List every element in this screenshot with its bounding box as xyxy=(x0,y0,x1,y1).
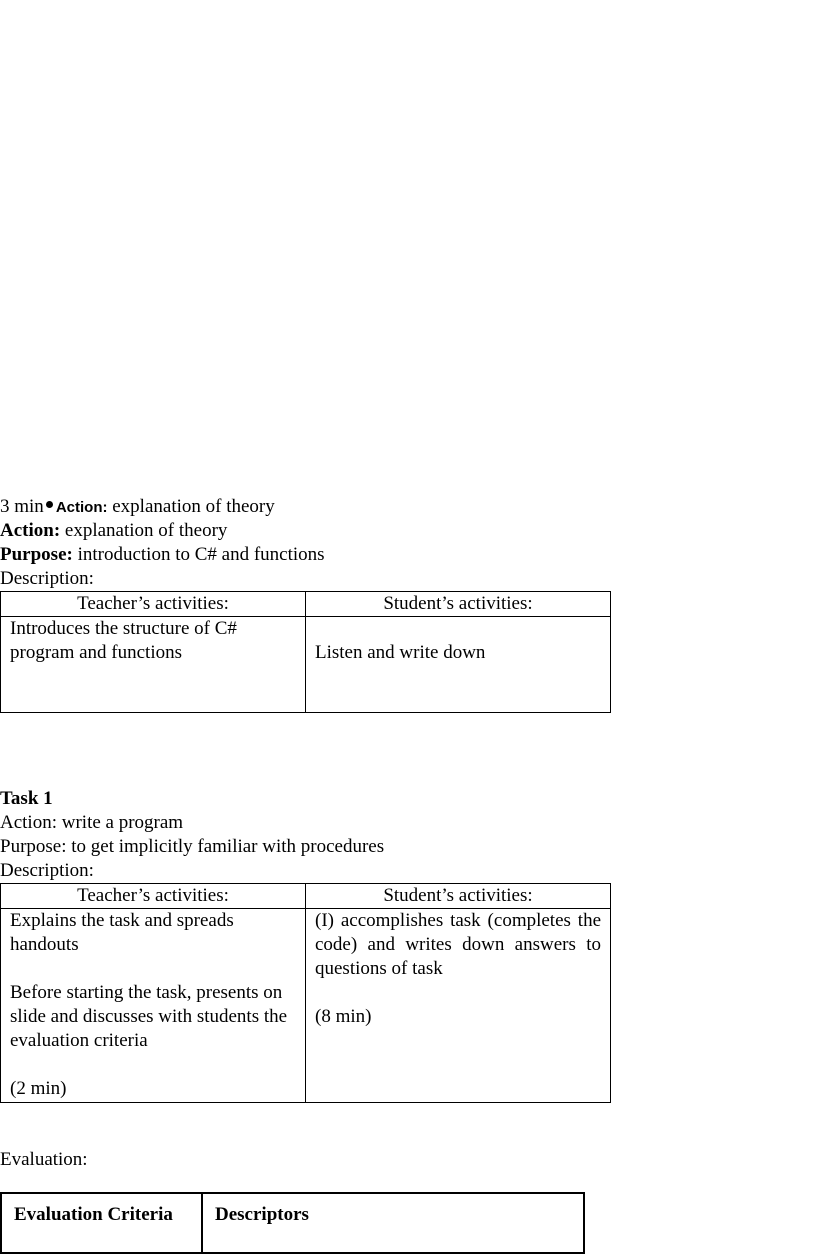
task1-activities-table xyxy=(0,883,611,1103)
task1-action: Action: write a program xyxy=(0,812,184,833)
intro-teacher-cell xyxy=(1,617,306,713)
intro-action-text: explanation of theory xyxy=(60,520,228,541)
intro-action-text-small: explanation of theory xyxy=(107,496,275,517)
intro-teacher-line1: Introduces the structure of C# xyxy=(10,618,237,639)
intro-student-cell xyxy=(306,617,611,713)
task1-student-p1: (I) accomplishes task (completes the code) and writes down answers to questions of task xyxy=(315,910,601,979)
task1-teacher-p2: Before starting the task, presents on slide and discusses with students the evaluation criteria xyxy=(10,982,288,1051)
task1-student-time: (8 min) xyxy=(315,1006,372,1027)
intro-time: 3 min xyxy=(0,496,44,517)
task1-student-header: Student’s activities: xyxy=(306,884,611,909)
intro-activities-table xyxy=(0,591,611,713)
intro-heading-line xyxy=(0,495,275,520)
task1-description-label: Description: xyxy=(0,860,94,881)
intro-teacher-line2: program and functions xyxy=(10,642,183,663)
intro-purpose-line xyxy=(0,543,325,567)
intro-action-label: Action: xyxy=(0,520,61,541)
intro-description-label: Description: xyxy=(0,568,94,589)
task1-purpose: Purpose: to get implicitly familiar with procedures xyxy=(0,836,385,857)
task1-teacher-time: (2 min) xyxy=(10,1078,67,1099)
evaluation-criteria-header: Evaluation Criteria xyxy=(1,1193,202,1253)
task1-title: Task 1 xyxy=(0,788,53,809)
intro-student-header: Student’s activities: xyxy=(306,592,611,617)
intro-action-line xyxy=(0,519,227,543)
intro-student-text: Listen and write down xyxy=(315,642,486,663)
evaluation-label: Evaluation: xyxy=(0,1149,88,1170)
task1-student-cell xyxy=(306,909,611,1103)
task1-teacher-header: Teacher’s activities: xyxy=(1,884,306,909)
task1-teacher-cell xyxy=(1,909,306,1103)
evaluation-table xyxy=(0,1192,585,1254)
intro-purpose-text: introduction to C# and functions xyxy=(72,544,325,565)
intro-action-label-small: Action: xyxy=(55,499,108,516)
task1-teacher-p1: Explains the task and spreads handouts xyxy=(10,910,234,955)
evaluation-descriptors-header: Descriptors xyxy=(202,1193,584,1253)
intro-teacher-header: Teacher’s activities: xyxy=(1,592,306,617)
bullet-icon xyxy=(46,501,53,508)
intro-purpose-label: Purpose: xyxy=(0,544,73,565)
